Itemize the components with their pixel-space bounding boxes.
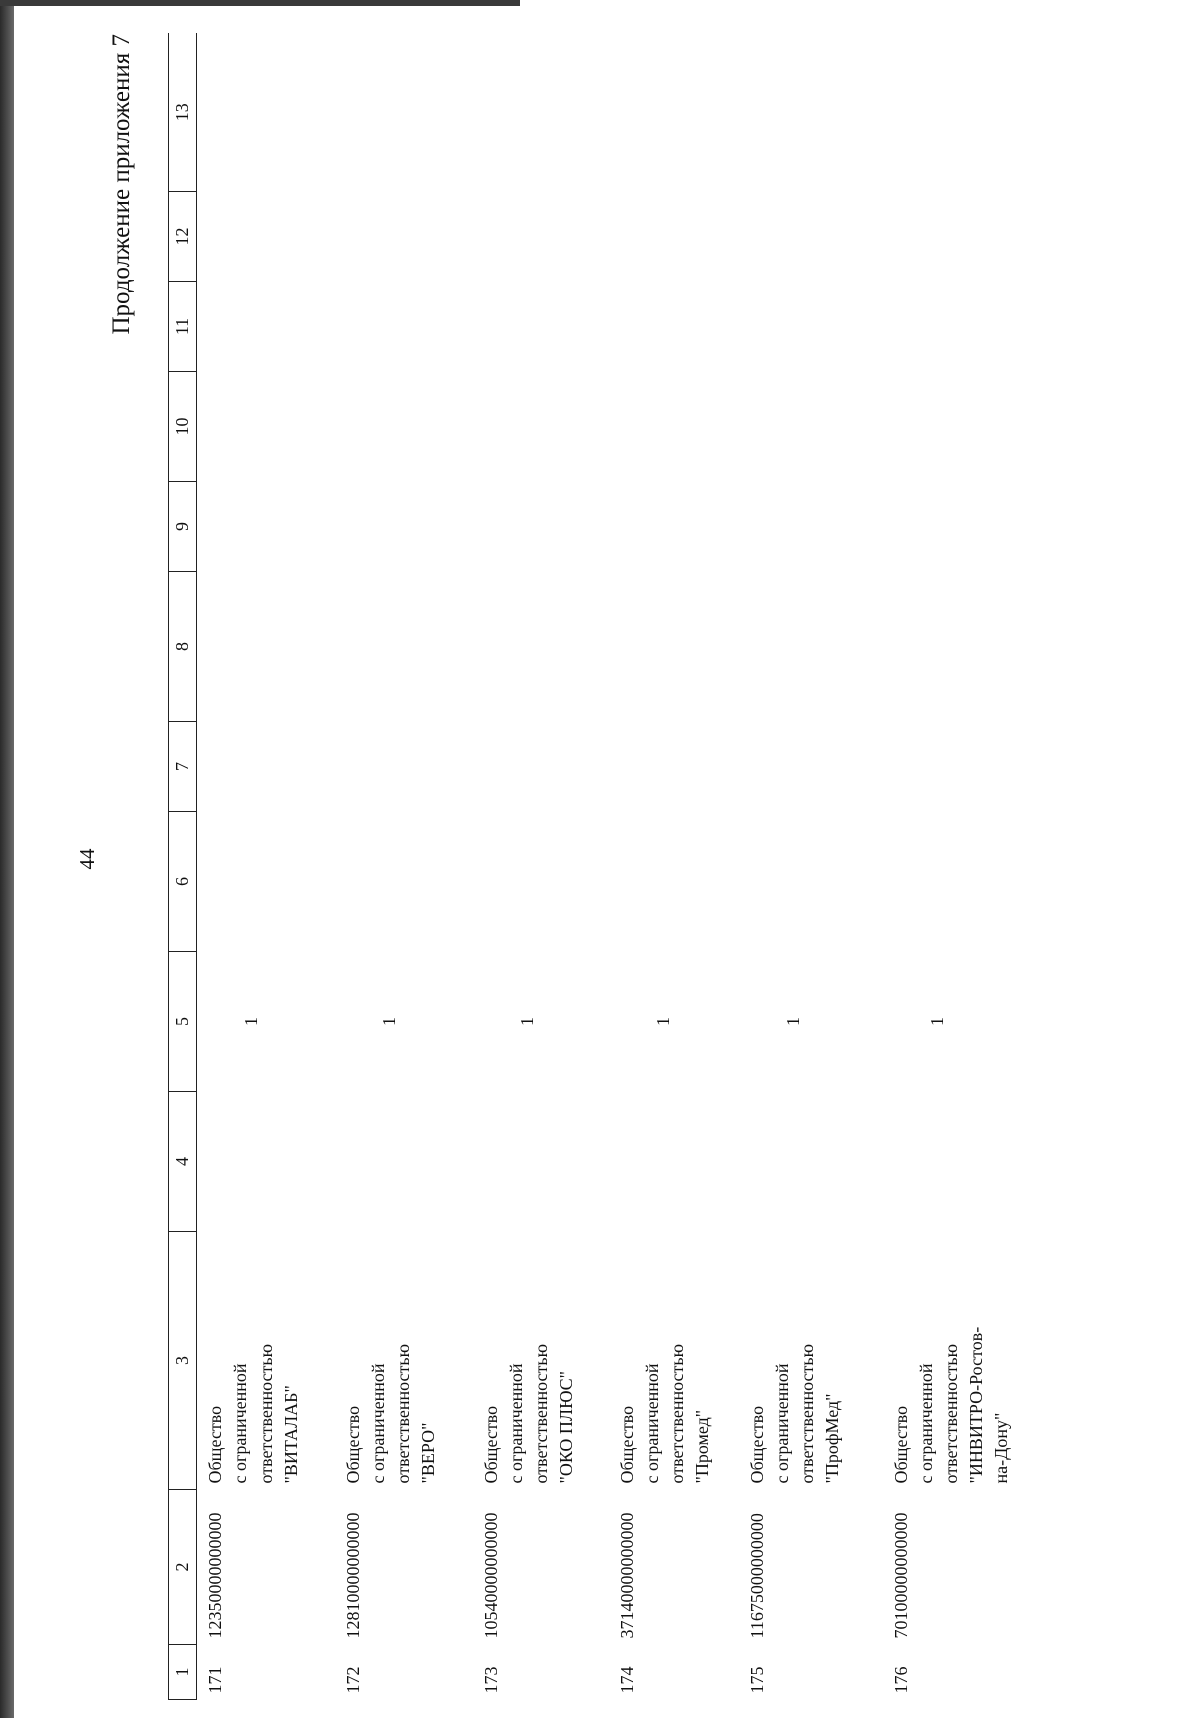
column-number: 12 — [169, 192, 197, 282]
empty-cell — [739, 192, 883, 282]
empty-cell — [473, 34, 609, 192]
empty-cell — [473, 372, 609, 482]
value-cell: 1 — [652, 1017, 673, 1026]
empty-cell — [197, 572, 335, 722]
empty-cell — [609, 372, 739, 482]
appendix-label: Продолжение приложения 7 — [108, 34, 135, 335]
empty-cell — [473, 572, 609, 722]
empty-cell — [883, 722, 1015, 812]
row-number-cell: 173 — [480, 1666, 501, 1694]
empty-cell — [197, 722, 335, 812]
empty-cell — [335, 722, 473, 812]
empty-cell — [197, 282, 335, 372]
value-cell: 1 — [241, 1017, 262, 1026]
row-number-cell: 176 — [890, 1666, 911, 1694]
value-cell: 1 — [926, 1017, 947, 1026]
empty-cell — [609, 192, 739, 282]
empty-cell — [739, 1092, 883, 1232]
table-row — [739, 34, 883, 1700]
empty-cell — [335, 372, 473, 482]
column-number: 3 — [169, 1232, 197, 1490]
code-cell: 11675000000000 — [746, 1513, 767, 1639]
column-number: 1 — [169, 1645, 197, 1700]
empty-cell — [473, 722, 609, 812]
organization-name-cell: Общество с ограниченной ответственностью "Промед" — [616, 1343, 713, 1484]
value-cell: 1 — [516, 1017, 537, 1026]
empty-cell — [883, 282, 1015, 372]
empty-cell — [335, 34, 473, 192]
empty-cell — [335, 482, 473, 572]
organization-name-cell: Общество с ограниченной ответственностью "ВИТАЛАБ" — [205, 1343, 301, 1484]
empty-cell — [883, 572, 1015, 722]
empty-cell — [335, 282, 473, 372]
column-number: 9 — [169, 482, 197, 572]
empty-cell — [883, 372, 1015, 482]
column-number: 10 — [169, 372, 197, 482]
table-row — [473, 34, 609, 1700]
empty-cell — [335, 812, 473, 952]
table-row — [335, 34, 473, 1700]
code-cell: 12350000000000 — [205, 1512, 226, 1639]
empty-cell — [335, 1092, 473, 1232]
column-number: 2 — [169, 1490, 197, 1645]
empty-cell — [197, 482, 335, 572]
empty-cell — [197, 34, 335, 192]
empty-cell — [335, 572, 473, 722]
empty-cell — [473, 482, 609, 572]
code-cell: 37140000000000 — [616, 1512, 637, 1639]
empty-cell — [197, 812, 335, 952]
organization-name-cell: Общество с ограниченной ответственностью "ОКО ПЛЮС" — [480, 1343, 577, 1484]
row-number-cell: 172 — [342, 1666, 363, 1694]
empty-cell — [883, 1092, 1015, 1232]
empty-cell — [739, 722, 883, 812]
empty-cell — [609, 1092, 739, 1232]
value-cell: 1 — [378, 1017, 399, 1026]
empty-cell — [739, 372, 883, 482]
column-number: 13 — [169, 34, 197, 192]
table-row — [197, 34, 335, 1700]
empty-cell — [883, 812, 1015, 952]
organization-name-cell: Общество с ограниченной ответственностью "ПрофМед" — [746, 1343, 843, 1484]
organization-name-cell: Общество с ограниченной ответственностью "ИНВИТРО-Ростов- на-Дону" — [890, 1326, 1012, 1484]
empty-cell — [197, 192, 335, 282]
column-number: 8 — [169, 572, 197, 722]
empty-cell — [739, 482, 883, 572]
code-cell: 10540000000000 — [480, 1512, 501, 1639]
empty-cell — [883, 34, 1015, 192]
page-number: 44 — [75, 848, 99, 870]
empty-cell — [335, 192, 473, 282]
row-number-cell: 174 — [616, 1666, 637, 1694]
column-number: 11 — [169, 282, 197, 372]
column-number-row — [169, 34, 197, 1700]
table-row — [609, 34, 739, 1700]
empty-cell — [883, 192, 1015, 282]
empty-cell — [197, 372, 335, 482]
column-number: 4 — [169, 1092, 197, 1232]
empty-cell — [609, 572, 739, 722]
table-row — [883, 34, 1015, 1700]
column-number: 6 — [169, 812, 197, 952]
empty-cell — [473, 282, 609, 372]
code-cell: 70100000000000 — [890, 1512, 911, 1639]
empty-cell — [739, 34, 883, 192]
value-cell: 1 — [782, 1017, 803, 1026]
empty-cell — [739, 282, 883, 372]
empty-cell — [609, 722, 739, 812]
column-number: 7 — [169, 722, 197, 812]
empty-cell — [609, 34, 739, 192]
empty-cell — [883, 482, 1015, 572]
empty-cell — [609, 812, 739, 952]
row-number-cell: 171 — [205, 1666, 226, 1694]
empty-cell — [197, 1092, 335, 1232]
empty-cell — [609, 482, 739, 572]
empty-cell — [739, 812, 883, 952]
empty-cell — [473, 1092, 609, 1232]
organization-name-cell: Общество с ограниченной ответственностью "ВЕРО" — [342, 1343, 439, 1484]
empty-cell — [739, 572, 883, 722]
code-cell: 12810000000000 — [342, 1512, 363, 1639]
appendix-table — [168, 34, 1015, 1701]
row-number-cell: 175 — [746, 1666, 767, 1694]
empty-cell — [609, 282, 739, 372]
empty-cell — [473, 812, 609, 952]
column-number: 5 — [169, 952, 197, 1092]
empty-cell — [473, 192, 609, 282]
